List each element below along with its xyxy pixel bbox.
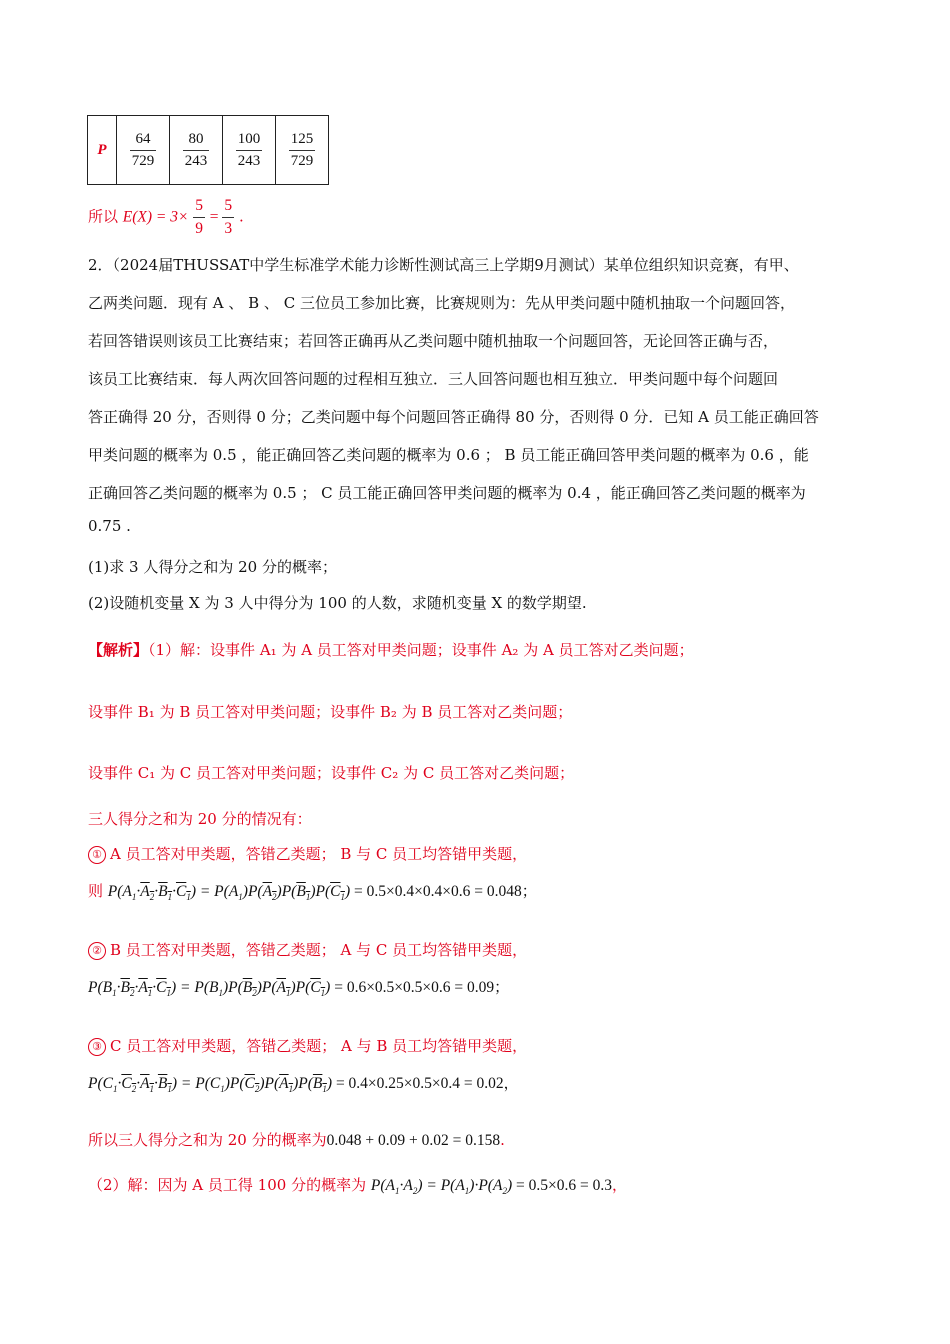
problem-line: 若回答错误则该员工比赛结束；若回答正确再从乙类问题中随机抽取一个问题回答，无论回答正确与否， [88, 332, 779, 350]
circled-number-1: ① [88, 846, 106, 864]
circled-number-2: ② [88, 942, 106, 960]
fraction-numerator: 100 [236, 131, 263, 151]
fraction-denominator: 729 [290, 152, 314, 169]
fraction-numerator: 64 [130, 131, 157, 151]
fraction-numerator: 125 [289, 131, 316, 151]
fraction-numerator: 80 [183, 131, 210, 151]
fraction-numerator: 5 [193, 197, 205, 218]
total-probability [88, 1129, 505, 1150]
equals-sign: = [209, 208, 223, 226]
problem-line: 2．（2024届THUSSAT中学生标准学术能力诊断性测试高三上学期9月测试）某单位组织知识竞赛，有甲、 [88, 256, 799, 274]
table-cell [276, 116, 329, 185]
table-header-p: P [97, 141, 107, 158]
case-prefix: 则 [88, 882, 104, 900]
case-1-formula [88, 880, 537, 902]
problem-line: 0.75 . [88, 517, 131, 535]
case-2-probability-expression: $P(B_1\cdot B_2\cdot A_1\cdot C_1) = P(B_1)P(B_2)P(A_1)P(C_1)$ [88, 979, 335, 999]
solution-tag: 【解析】 [88, 641, 149, 659]
case-result: = 0.4×0.25×0.5×0.4 = 0.02 [335, 1075, 504, 1092]
fraction-denominator: 243 [184, 152, 208, 169]
case-text: B 员工答对甲类题，答错乙类题； A 与 C 员工均答错甲类题， [110, 941, 528, 959]
table-fraction [130, 131, 157, 170]
case-2-description [88, 939, 527, 960]
case-3-description [88, 1035, 527, 1056]
case-3-probability-expression: $P(C_1\cdot C_2\cdot A_1\cdot B_1) = P(C_1)P(C_2)P(A_1)P(B_1)$ [88, 1075, 336, 1095]
problem-line: 正确回答乙类问题的概率为 0.5 ； C 员工能正确回答甲类问题的概率为 0.4 ，能正确回答乙类问题的概率为 [88, 484, 806, 502]
case-3-formula [88, 1072, 519, 1094]
fraction-denominator: 3 [224, 220, 233, 237]
table-fraction [183, 131, 210, 170]
fraction-denominator: 9 [195, 220, 204, 237]
problem-line: 答正确得 20 分，否则得 0 分；乙类问题中每个问题回答正确得 80 分，否则得 0 分．已知 A 员工能正确回答 [88, 408, 819, 426]
cases-intro: 三人得分之和为 20 分的情况有： [88, 810, 312, 828]
probability-table [87, 115, 329, 185]
part2-text: （2）解：因为 A 员工得 100 分的概率为 [88, 1176, 367, 1194]
case-punct: ， [503, 1074, 519, 1092]
fraction-numerator: 5 [222, 197, 234, 218]
period: . [238, 207, 244, 226]
expectation-conclusion [88, 197, 244, 238]
table-fraction [236, 131, 263, 170]
total-text: 所以三人得分之和为 20 分的概率为 [88, 1131, 327, 1149]
question-2: (2)设随机变量 X 为 3 人中得分为 100 的人数，求随机变量 X 的数学期望. [88, 594, 587, 612]
case-result: = 0.6×0.5×0.5×0.6 = 0.09 [334, 979, 495, 996]
case-text: A 员工答对甲类题，答错乙类题； B 与 C 员工均答错甲类题， [110, 845, 528, 863]
expectation-expression: E(X) = 3× [122, 208, 189, 226]
table-header-cell [88, 116, 117, 185]
case-1-description [88, 843, 527, 864]
part2-probability-expression: $P(A_1\cdot A_2) = P(A_1)\cdot P(A_2)$ [370, 1177, 516, 1197]
case-1-probability-expression: $P(A_1\cdot A_2\cdot B_1\cdot C_1) = P(A_1)P(A_2)P(B_1)P(C_1)$ [107, 883, 354, 903]
solution-events-b: 设事件 B₁ 为 B 员工答对甲类问题；设事件 B₂ 为 B 员工答对乙类问题； [88, 703, 573, 721]
total-punct: . [500, 1131, 505, 1149]
conclusion-prefix: 所以 [88, 207, 119, 226]
fraction-5-9 [193, 197, 205, 238]
solution-events-a [88, 639, 694, 660]
case-text: C 员工答对甲类题，答错乙类题； A 与 B 员工均答错甲类题， [110, 1037, 528, 1055]
case-punct: ； [521, 882, 537, 900]
table-fraction [289, 131, 316, 170]
problem-line: 该员工比赛结束．每人两次回答问题的过程相互独立．三人回答问题也相互独立．甲类问题中每个问题回 [88, 370, 779, 388]
fraction-denominator: 243 [237, 152, 261, 169]
table-cell [117, 116, 170, 185]
table-cell [170, 116, 223, 185]
case-punct: ； [494, 978, 510, 996]
solution-events-c: 设事件 C₁ 为 C 员工答对甲类问题；设事件 C₂ 为 C 员工答对乙类问题； [88, 764, 575, 782]
total-result: 0.048 + 0.09 + 0.02 = 0.158 [326, 1132, 501, 1149]
part2-result: = 0.5×0.6 = 0.3 [515, 1177, 612, 1194]
problem-line: 乙两类问题．现有 A 、 B 、 C 三位员工参加比赛，比赛规则为：先从甲类问题中随机抽取一个问题回答， [88, 294, 795, 312]
part2-punct: ， [611, 1176, 627, 1194]
case-result: = 0.5×0.4×0.4×0.6 = 0.048 [354, 883, 522, 900]
part-2-start [88, 1174, 627, 1196]
fraction-denominator: 729 [131, 152, 155, 169]
circled-number-3: ③ [88, 1038, 106, 1056]
table-cell [223, 116, 276, 185]
fraction-5-3 [222, 197, 234, 238]
question-1: (1)求 3 人得分之和为 20 分的概率； [88, 558, 337, 576]
events-line: （1）解：设事件 A₁ 为 A 员工答对甲类问题；设事件 A₂ 为 A 员工答对乙类问题； [148, 641, 694, 659]
case-2-formula [88, 976, 509, 998]
problem-line: 甲类问题的概率为 0.5 ，能正确回答乙类问题的概率为 0.6 ； B 员工能正确回答甲类问题的概率为 0.6 ，能 [88, 446, 809, 464]
